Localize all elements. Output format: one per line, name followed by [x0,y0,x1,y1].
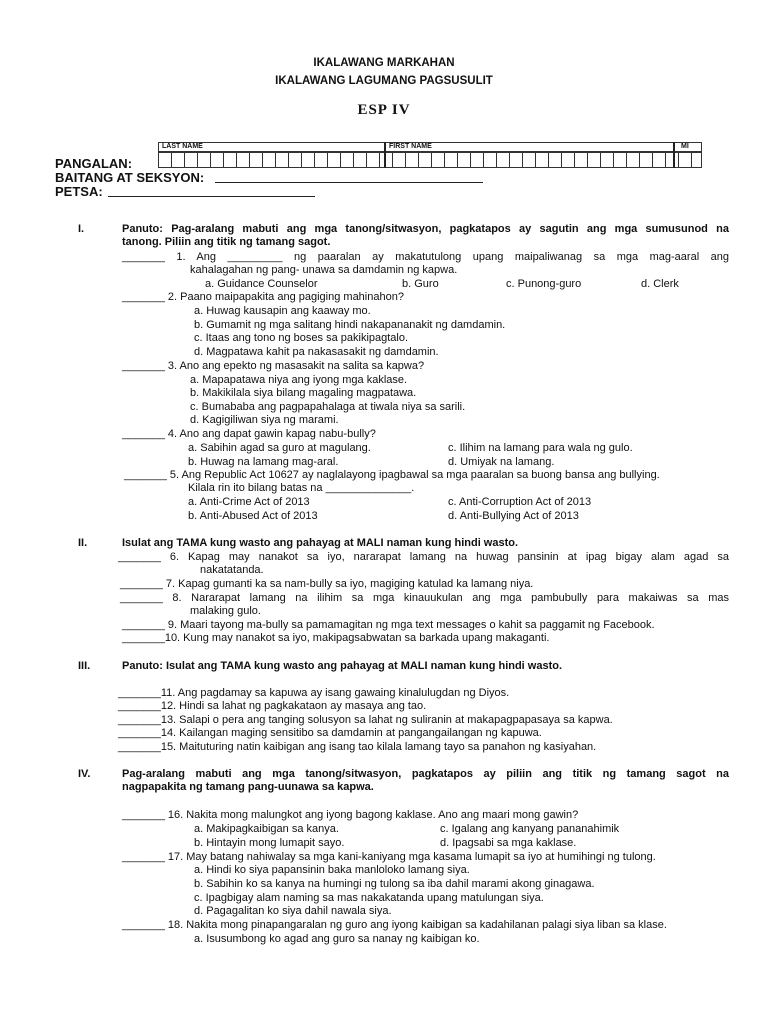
name-grid-labels [158,142,702,152]
header-quarter: IKALAWANG MARKAHAN [313,57,455,69]
choice: c. Ilihim na lamang para wala ng gulo. [448,442,633,454]
header-subject: ESP IV [357,102,411,118]
baitang-line[interactable] [215,182,483,183]
statement: _______13. Salapi o pera ang tanging solusyon sa lahat ng suliranin at makapagpapasaya sa kapwa. [118,714,613,726]
part-number: II. [78,537,88,549]
question: _______ 18. Nakita mong pinapangaralan ng guro ang iyong kaibigan sa kadahilanan palagi siya liban sa klase. [122,919,667,931]
statement: _______14. Kailangan maging sensitibo sa damdamin at pangangailangan ng kapuwa. [118,727,542,739]
question: _______ 2. Paano maipapakita ang pagiging mahinahon? [122,291,404,303]
question: _______ 9. Maari tayong ma-bully sa pamamagitan ng mga text messages o kahit sa paggamit ng Facebook. [122,619,655,631]
choice: c. Bumababa ang pagpapahalaga at tiwala niya sa sarili. [190,401,466,413]
statement: _______12. Hindi sa lahat ng pagkakataon ay masaya ang tao. [118,700,427,712]
part-instruction: Panuto: Pag-aralang mabuti ang mga tanong/sitwasyon, pagkatapos ay sagutin ang mga sumusunod na [122,223,729,235]
choice: b. Anti-Abused Act of 2013 [188,510,318,522]
question: _______ 16. Nakita mong malungkot ang iyong bagong kaklase. Ano ang maari mong gawin? [122,809,579,821]
choice: d. Ipagsabi sa mga kaklase. [440,837,577,849]
question: _______ 7. Kapag gumanti ka sa nam-bully sa iyo, magiging katulad ka lamang niya. [120,578,534,590]
choice: b. Gumamit ng mga salitang hindi nakapananakit ng damdamin. [194,319,506,331]
statement: _______11. Ang pagdamay sa kapuwa ay isang gawaing kinalulugdan ng Diyos. [118,687,510,699]
question: _______10. Kung may nanakot sa iyo, makipagsabwatan sa barkada upang makaganti. [122,632,550,644]
baitang-label: BAITANG AT SEKSYON: [55,170,205,185]
choice: c. Itaas ang tono ng boses sa pakikipagtalo. [194,332,409,344]
choice: b. Hintayin mong lumapit sayo. [194,837,345,849]
first-name-label: FIRST NAME [389,143,432,150]
question: _______ 5. Ang Republic Act 10627 ay naglalayong ipagbawal sa mga paaralan sa buong bansa ang bullying. [124,469,660,481]
choice: b. Sabihin ko sa kanya na humingi ng tulong sa iba dahil marami akong ginagawa. [194,878,595,890]
question: _______ 3. Ano ang epekto ng masasakit na salita sa kapwa? [122,360,425,372]
last-name-label: LAST NAME [162,143,203,150]
question: _______ 6. Kapag may nanakot sa iyo, nararapat lamang na huwag pansinin at ipag bigay alam agad sa [118,551,729,563]
choice: d. Magpatawa kahit pa nakasasakit ng damdamin. [194,346,439,358]
question: nakatatanda. [200,564,264,576]
petsa-label: PETSA: [55,184,103,199]
question: _______ 8. Nararapat lamang na ilihim sa mga kinauukulan ang mga pambubully para makaiwas sa mas [120,592,729,604]
question: malaking gulo. [190,605,261,617]
choice: a. Makipagkaibigan sa kanya. [194,823,339,835]
choice: a. Guidance Counselor [205,278,318,290]
choice: b. Huwag na lamang mag-aral. [188,456,339,468]
choice: c. Punong-guro [506,278,582,290]
choice: a. Hindi ko siya papansinin baka manloloko lamang siya. [194,864,470,876]
name-grid-divider [384,142,386,168]
choice: a. Huwag kausapin ang kaaway mo. [194,305,371,317]
part-instruction: Pag-aralang mabuti ang mga tanong/sitwasyon, pagkatapos ay piliin ang titik ng tamang sagot na [122,768,729,780]
part-number: I. [78,223,85,235]
pangalan-label: PANGALAN: [55,156,133,171]
name-grid-divider [673,142,675,168]
part-number: III. [78,660,91,672]
choice: c. Anti-Corruption Act of 2013 [448,496,592,508]
part-instruction: Panuto: Isulat ang TAMA kung wasto ang pahayag at MALI naman kung hindi wasto. [122,660,563,672]
header-exam-title: IKALAWANG LAGUMANG PAGSUSULIT [275,75,493,87]
question: kahalagahan ng pang- unawa sa damdamin ng kapwa. [190,264,458,276]
choice: a. Sabihin agad sa guro at magulang. [188,442,371,454]
part-instruction: Isulat ang TAMA kung wasto ang pahayag at MALI naman kung hindi wasto. [122,537,519,549]
choice: a. Anti-Crime Act of 2013 [188,496,310,508]
part-instruction: tanong. Piliin ang titik ng tamang sagot. [122,236,331,248]
choice: b. Makikilala siya bilang magaling magpatawa. [190,387,417,399]
part-instruction: nagpapakita ng tamang pang-uunawa sa kapwa. [122,781,374,793]
choice: d. Anti-Bullying Act of 2013 [448,510,579,522]
choice: d. Clerk [641,278,679,290]
question: _______ 17. May batang nahiwalay sa mga kani-kaniyang mga kasama lumapit sa iyo at humihingi ng tulong. [122,851,656,863]
choice: d. Umiyak na lamang. [448,456,555,468]
choice: d. Kagigiliwan siya ng marami. [190,414,339,426]
choice: a. Isusumbong ko agad ang guro sa nanay ng kaibigan ko. [194,933,480,945]
choice: c. Igalang ang kanyang pananahimik [440,823,620,835]
choice: a. Mapapatawa niya ang iyong mga kaklase. [190,374,408,386]
statement: _______15. Maituturing natin kaibigan ang isang tao kilala lamang tayo sa panahon ng kasiyahan. [118,741,597,753]
question: Kilala rin ito bilang batas na ______________. [188,482,415,494]
part-number: IV. [78,768,91,780]
name-letter-boxes[interactable] [158,152,702,168]
choice: b. Guro [402,278,439,290]
choice: d. Pagagalitan ko siya dahil nawala siya. [194,905,392,917]
name-box-grid [158,142,702,170]
mi-label: MI [681,143,689,150]
petsa-line[interactable] [108,196,315,197]
choice: c. Ipagbigay alam naming sa mas nakakatanda upang matulungan siya. [194,892,544,904]
question: _______ 4. Ano ang dapat gawin kapag nabu-bully? [122,428,376,440]
question: _______ 1. Ang _________ ng paaralan ay makatutulong upang maipaliwanag sa mga mag-aaral ang [122,251,729,263]
